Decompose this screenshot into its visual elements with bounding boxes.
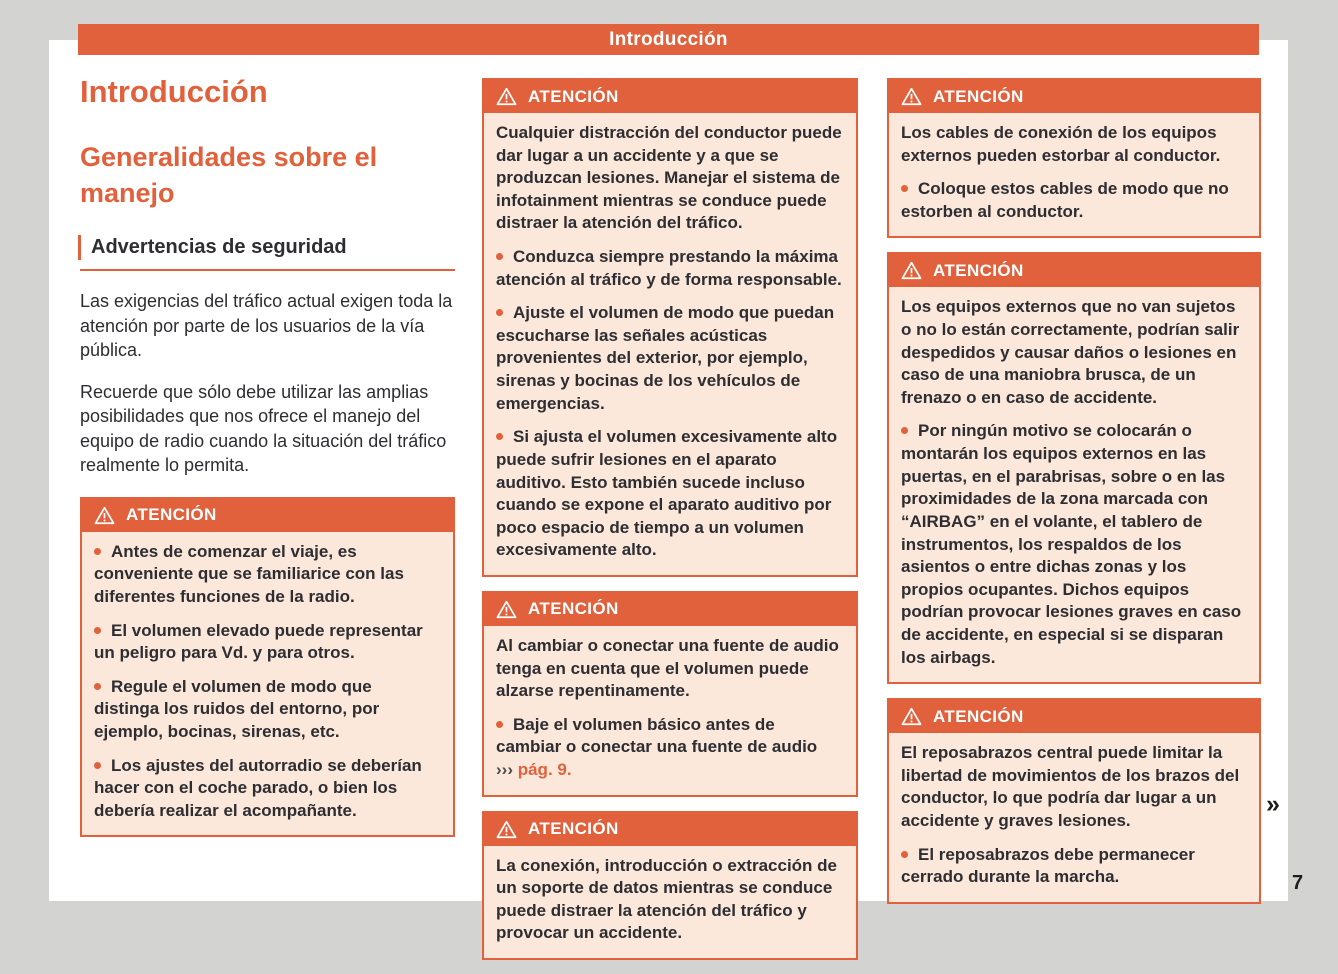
warning-bullet-text: Por ningún motivo se colocarán o montarán los equipos externos en las puertas, en el parabrisas, sobre o en las proximidades de la zona marcada con “AIRBAG” en el volante, el tablero de instrumentos, los respaldos de los asientos o entre dichas zonas y los propios ocupantes. Dichos equipos podrían provocar lesiones graves en caso de accidente, en especial si se disparan los airbags. bbox=[901, 421, 1242, 667]
warning-header bbox=[889, 80, 1259, 113]
warning-bullet-text: Si ajusta el volumen excesivamente alto puede sufrir lesiones en el aparato auditivo. Esto también sucede incluso cuando se expone el aparato auditivo por poco espacio de tiempo a un volumen excesivamente alto. bbox=[496, 427, 838, 560]
warning-intro: Al cambiar o conectar una fuente de audio tenga en cuenta que el volumen puede alzarse repentinamente. bbox=[496, 635, 839, 701]
warning-body bbox=[889, 287, 1259, 682]
warning-bullet bbox=[901, 178, 1247, 223]
warning-bullet bbox=[496, 714, 844, 782]
warning-bullet-text: Antes de comenzar el viaje, es conveniente que se familiarice con las diferentes funciones de la radio. bbox=[94, 541, 404, 606]
bullet-dot-icon bbox=[901, 851, 908, 858]
page-header-bar bbox=[78, 24, 1259, 55]
warning-header bbox=[82, 499, 453, 532]
warning-box-right-2 bbox=[887, 252, 1261, 684]
warning-bullet-text: Coloque estos cables de modo que no estorben al conductor. bbox=[901, 179, 1229, 221]
warning-bullet-text: Regule el volumen de modo que distinga los ruidos del entorno, por ejemplo, bocinas, sirenas, etc. bbox=[94, 676, 380, 741]
bullet-dot-icon bbox=[901, 427, 908, 434]
subsection-title-wrap bbox=[80, 235, 455, 271]
page-number: 7 bbox=[1292, 872, 1304, 894]
warning-box-left-1 bbox=[80, 497, 455, 838]
warning-body bbox=[484, 846, 856, 958]
warning-header bbox=[484, 813, 856, 846]
page-reference-link[interactable]: pág. 9. bbox=[517, 760, 572, 780]
warning-bullet bbox=[94, 755, 441, 823]
warning-header bbox=[484, 80, 856, 113]
bullet-dot-icon bbox=[496, 721, 503, 728]
paragraph: Las exigencias del tráfico actual exigen toda la atención por parte de los usuarios de la vía pública. bbox=[80, 291, 453, 361]
page-header-title: Introducción bbox=[609, 28, 728, 50]
warning-title: ATENCIÓN bbox=[933, 706, 1024, 726]
warning-bullet-text: El volumen elevado puede representar un peligro para Vd. y para otros. bbox=[94, 620, 423, 663]
warning-bullet bbox=[94, 676, 441, 744]
warning-bullet-text: Los ajustes del autorradio se deberían hacer con el coche parado, o bien los debería realizar el acompañante. bbox=[94, 755, 422, 820]
bullet-dot-icon bbox=[94, 683, 101, 690]
warning-triangle-icon bbox=[901, 261, 922, 280]
bullet-dot-icon bbox=[496, 309, 503, 316]
warning-body bbox=[484, 626, 856, 795]
warning-title: ATENCIÓN bbox=[528, 819, 619, 839]
warning-bullet-text: El reposabrazos debe permanecer cerrado durante la marcha. bbox=[901, 844, 1195, 887]
warning-triangle-icon bbox=[496, 820, 517, 839]
warning-header bbox=[889, 254, 1259, 287]
warning-title: ATENCIÓN bbox=[933, 86, 1024, 106]
warning-bullet bbox=[496, 426, 844, 562]
warning-title: ATENCIÓN bbox=[933, 260, 1024, 280]
warning-intro: Los cables de conexión de los equipos externos pueden estorbar al conductor. bbox=[901, 123, 1221, 165]
warning-box-mid-1 bbox=[482, 78, 858, 577]
bullet-dot-icon bbox=[496, 253, 503, 260]
bullet-dot-icon bbox=[496, 433, 503, 440]
subsection-title: Advertencias de seguridad bbox=[78, 235, 455, 260]
bullet-dot-icon bbox=[901, 185, 908, 192]
warning-triangle-icon bbox=[496, 600, 517, 619]
page-continuation-marker: » bbox=[1266, 790, 1280, 818]
warning-triangle-icon bbox=[496, 87, 517, 106]
warning-bullet-text: Baje el volumen básico antes de cambiar o conectar una fuente de audio bbox=[496, 714, 818, 757]
column-right bbox=[887, 78, 1261, 918]
warning-box-right-1 bbox=[887, 78, 1261, 238]
warning-header bbox=[889, 700, 1259, 733]
warning-bullet bbox=[901, 844, 1247, 889]
warning-bullet bbox=[496, 246, 844, 291]
chapter-title: Introducción bbox=[80, 74, 268, 109]
warning-header bbox=[484, 593, 856, 626]
warning-bullet bbox=[94, 620, 441, 665]
warning-bullet bbox=[94, 541, 441, 609]
warning-box-right-3 bbox=[887, 698, 1261, 904]
warning-triangle-icon bbox=[901, 87, 922, 106]
bullet-dot-icon bbox=[94, 627, 101, 634]
column-middle bbox=[482, 78, 858, 974]
warning-box-mid-2 bbox=[482, 591, 858, 797]
warning-bullet-text: Conduzca siempre prestando la máxima atención al tráfico y de forma responsable. bbox=[496, 247, 842, 289]
warning-title: ATENCIÓN bbox=[126, 505, 217, 525]
warning-bullet bbox=[901, 420, 1247, 669]
warning-triangle-icon bbox=[94, 506, 115, 525]
paragraph: Recuerde que sólo debe utilizar las amplias posibilidades que nos ofrece el manejo del equipo de radio cuando la situación del tráfico realmente lo permita. bbox=[80, 381, 447, 476]
warning-intro: La conexión, introducción o extracción de un soporte de datos mientras se conduce puede distraer la atención del tráfico y provocar un accidente. bbox=[496, 855, 838, 943]
bullet-dot-icon bbox=[94, 548, 101, 555]
warning-bullet-text: Ajuste el volumen de modo que puedan escucharse las señales acústicas provenientes del exterior, por ejemplo, sirenas y bocinas de los vehículos de emergencias. bbox=[496, 303, 835, 413]
warning-box-mid-3 bbox=[482, 811, 858, 960]
warning-intro: El reposabrazos central puede limitar la libertad de movimientos de los brazos del conductor, lo que podría dar lugar a un accidente y graves lesiones. bbox=[901, 743, 1240, 831]
warning-title: ATENCIÓN bbox=[528, 86, 619, 106]
bullet-dot-icon bbox=[94, 762, 101, 769]
warning-title: ATENCIÓN bbox=[528, 599, 619, 619]
cross-reference-arrows: ››› bbox=[496, 760, 513, 780]
warning-intro: Cualquier distracción del conductor puede dar lugar a un accidente y a que se produzcan lesiones. Manejar el sistema de infotainment mientras se conduce puede distraer la atención del tráfico. bbox=[496, 123, 842, 233]
warning-intro: Los equipos externos que no van sujetos o no lo están correctamente, podrían salir despedidos y causar daños o lesiones en caso de una maniobra brusca, de un frenazo o en caso de accidente. bbox=[901, 297, 1240, 407]
warning-body bbox=[889, 733, 1259, 902]
warning-body bbox=[889, 113, 1259, 236]
warning-triangle-icon bbox=[901, 707, 922, 726]
warning-body bbox=[484, 113, 856, 575]
section-title: Generalidades sobre el manejo bbox=[80, 141, 378, 208]
column-left bbox=[80, 68, 455, 851]
warning-bullet bbox=[496, 302, 844, 415]
warning-body bbox=[82, 532, 453, 836]
